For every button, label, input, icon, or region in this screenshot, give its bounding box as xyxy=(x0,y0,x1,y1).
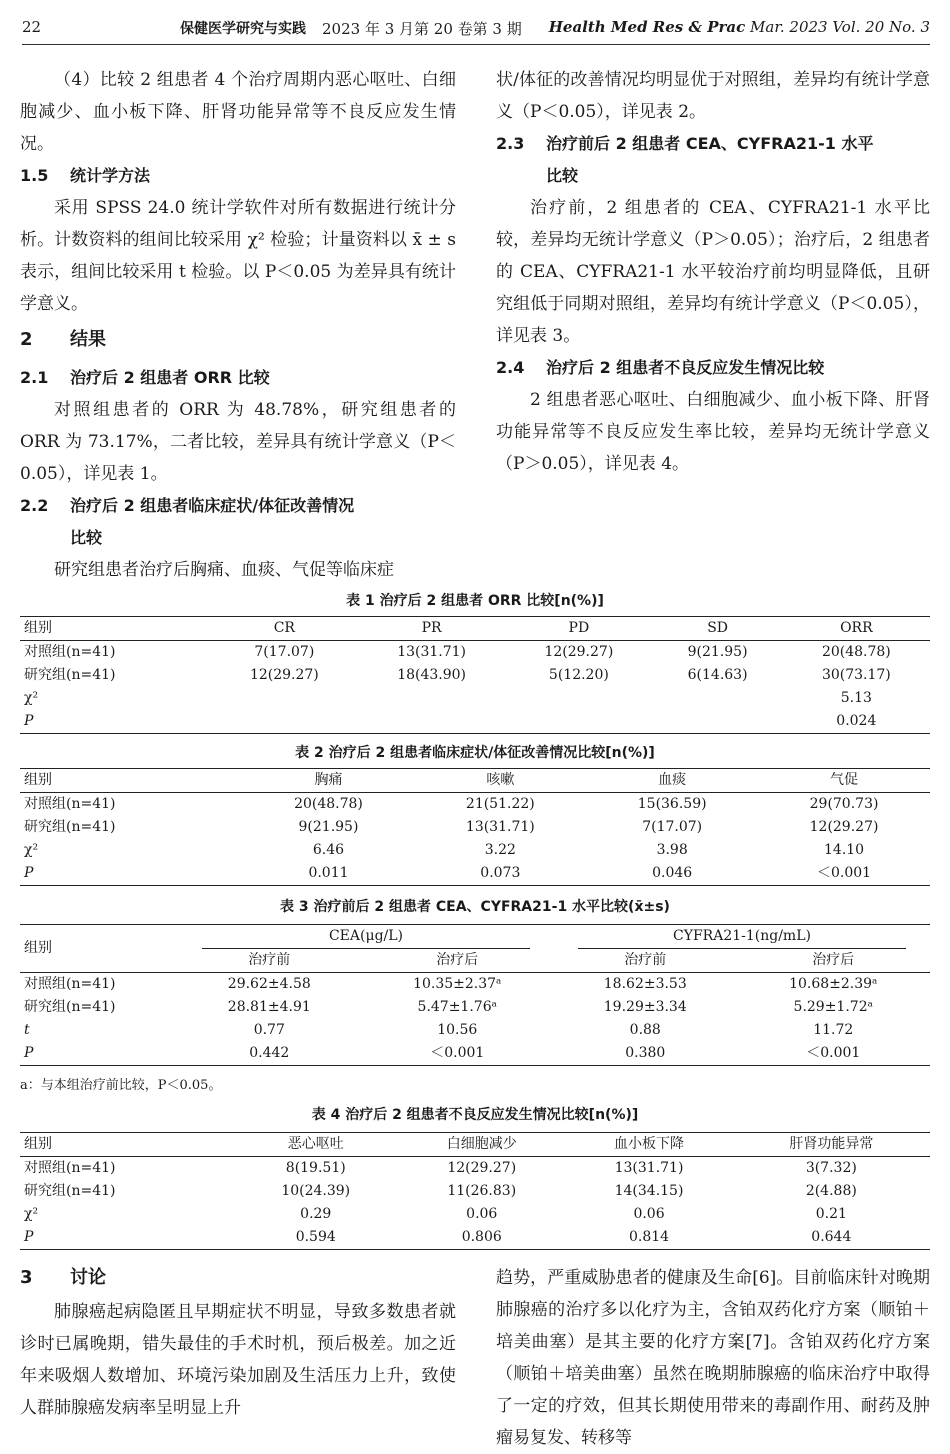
table-cell: 18.62±3.53 xyxy=(603,976,687,992)
table-cell: 15(36.59) xyxy=(637,796,707,812)
table-header-cell: 胸痛 xyxy=(243,769,415,793)
table-row xyxy=(20,793,930,817)
table-header-cell: SD xyxy=(653,617,783,641)
table-cell: 10.35±2.37ᵃ xyxy=(413,976,502,992)
paragraph-discussion-2: 趋势，严重威胁患者的健康及生命[6]。目前临床针对晚期肺腺癌的治疗多以化疗为主，含铂双药化疗方案（顺铂＋培美曲塞）是其主要的化疗方案[7]。含铂双药化疗方案（顺铂＋培美曲塞）虽然在晚期肺腺癌的临床治疗中取得了一定的疗效，但其长期使用带来的毒副作用、耐药及肿瘤易复发、转移等 xyxy=(496,1268,930,1448)
table-row xyxy=(20,1203,930,1226)
table-cell: 11.72 xyxy=(813,1022,854,1038)
table-row xyxy=(20,1226,930,1250)
table-cell: 19.29±3.34 xyxy=(603,999,687,1015)
table-cell: 0.442 xyxy=(178,1042,361,1066)
cea-header: CEA(μg/L) xyxy=(202,925,530,949)
table-cell: χ² xyxy=(24,690,39,706)
table-cell: 6.46 xyxy=(312,842,345,858)
table-cell xyxy=(211,687,358,710)
cyfra-header: CYFRA21-1(ng/mL) xyxy=(578,925,906,949)
table-cell: 28.81±4.91 xyxy=(227,999,311,1015)
table-header-cell: 治疗后 xyxy=(361,949,554,973)
table-cell: χ² xyxy=(24,1206,39,1222)
table-cell: 0.011 xyxy=(243,862,415,886)
table-row xyxy=(20,839,930,862)
table-cell: 9(21.95) xyxy=(687,644,748,660)
table-header-cell: 组别 xyxy=(20,925,178,973)
table-cell: 5.29±1.72ᵃ xyxy=(793,999,874,1015)
table-header-cell: 治疗前 xyxy=(554,949,737,973)
table-cell xyxy=(653,710,783,734)
table-cell: 0.06 xyxy=(466,1206,498,1222)
table-cell: 5.47±1.76ᵃ xyxy=(417,999,498,1015)
table-cell: 5.13 xyxy=(840,690,872,706)
table-cell: 0.806 xyxy=(398,1226,565,1250)
paragraph-orr: 对照组患者的 ORR 为 48.78%，研究组患者的 ORR 为 73.17%，二者比较，差异具有统计学意义（P＜0.05），详见表 1。 xyxy=(20,400,456,484)
table-cell: 3.98 xyxy=(656,842,688,858)
table-cell: 20(48.78) xyxy=(821,644,891,660)
discussion-right xyxy=(496,1262,930,1454)
table-header-cell: PD xyxy=(505,617,652,641)
table-cell: 12(29.27) xyxy=(544,644,614,660)
table-header-cell: 肝肾功能异常 xyxy=(733,1133,930,1157)
table-row xyxy=(20,641,930,665)
table-cell: 20(48.78) xyxy=(294,796,363,812)
table-cell: 7(17.07) xyxy=(642,819,703,835)
table-header-cell: 恶心呕吐 xyxy=(233,1133,398,1157)
table-cell xyxy=(505,710,652,734)
table-header-cell: CR xyxy=(211,617,358,641)
table-row xyxy=(20,1042,930,1066)
table-row xyxy=(20,862,930,886)
table-row xyxy=(20,710,930,734)
table-cell: 0.29 xyxy=(300,1206,332,1222)
table-cell: 0.88 xyxy=(629,1022,661,1038)
section-heading-3: 3 讨论 xyxy=(20,1267,106,1288)
table-header-cell: 咳嗽 xyxy=(414,769,586,793)
table-cell: 0.06 xyxy=(633,1206,665,1222)
table-header-cell: 组别 xyxy=(20,1133,233,1157)
issue-date-cn: 2023 年 3 月第 20 卷第 3 期 xyxy=(322,20,522,38)
table-cell: 研究组(n=41) xyxy=(24,667,116,683)
table-header-cell: 治疗前 xyxy=(178,949,361,973)
table-cell: ＜0.001 xyxy=(758,862,930,886)
table-cell: 0.77 xyxy=(253,1022,285,1038)
table-cell xyxy=(653,687,783,710)
table-cell: 0.594 xyxy=(233,1226,398,1250)
table-row xyxy=(20,1180,930,1203)
table2 xyxy=(20,768,930,886)
table-cell: 0.814 xyxy=(565,1226,732,1250)
section-heading-2-2: 2.2 治疗后 2 组患者临床症状/体征改善情况 比较 xyxy=(20,496,355,547)
table3-footnote: a：与本组治疗前比较，P＜0.05。 xyxy=(20,1078,222,1093)
left-column xyxy=(20,64,456,586)
discussion-left xyxy=(20,1262,456,1424)
table-row xyxy=(20,816,930,839)
table-cell: 对照组(n=41) xyxy=(24,796,116,812)
table-cell: 13(31.71) xyxy=(465,819,535,835)
table-cell: 12(29.27) xyxy=(809,819,879,835)
table-header-cell xyxy=(554,925,930,950)
table-header-cell: 血小板下降 xyxy=(565,1133,732,1157)
table-header-cell: 组别 xyxy=(20,617,211,641)
table-row xyxy=(20,1019,930,1042)
table-cell: 21(51.22) xyxy=(465,796,535,812)
table-header-cell xyxy=(178,925,554,950)
table3-title: 表 3 治疗前后 2 组患者 CEA、CYFRA21-1 水平比较(x̄±s) xyxy=(280,899,670,915)
table-header-cell: PR xyxy=(358,617,505,641)
table-cell: 6(14.63) xyxy=(687,667,748,683)
table-header-cell: 治疗后 xyxy=(737,949,930,973)
table-cell: 29(70.73) xyxy=(809,796,879,812)
paragraph-symptoms: 研究组患者治疗后胸痛、血痰、气促等临床症 xyxy=(54,560,394,580)
table4-title: 表 4 治疗后 2 组患者不良反应发生情况比较[n(%)] xyxy=(311,1107,639,1123)
table-row xyxy=(20,687,930,710)
right-column xyxy=(496,64,930,480)
table-cell: 0.046 xyxy=(586,862,758,886)
table-cell: 3.22 xyxy=(484,842,516,858)
table-cell: 0.21 xyxy=(815,1206,847,1222)
table-cell: ＜0.001 xyxy=(361,1042,554,1066)
table-cell: 对照组(n=41) xyxy=(24,644,116,660)
table-header-cell: 气促 xyxy=(758,769,930,793)
table-cell: 14(34.15) xyxy=(614,1183,684,1199)
table-cell: 8(19.51) xyxy=(285,1160,346,1176)
table-cell: 0.073 xyxy=(414,862,586,886)
table-row xyxy=(20,996,930,1019)
table-header-cell: 血痰 xyxy=(586,769,758,793)
table-cell: 29.62±4.58 xyxy=(227,976,311,992)
table-header-cell: 白细胞减少 xyxy=(398,1133,565,1157)
table-cell: 30(73.17) xyxy=(821,667,891,683)
section-heading-2-4: 2.4 治疗后 2 组患者不良反应发生情况比较 xyxy=(496,358,825,377)
table-cell: 13(31.71) xyxy=(397,644,467,660)
table-cell: ＜0.001 xyxy=(737,1042,930,1066)
journal-name-cn: 保健医学研究与实践 xyxy=(180,21,306,37)
table2-title: 表 2 治疗后 2 组患者临床症状/体征改善情况比较[n(%)] xyxy=(295,745,655,761)
section-heading-2: 2 结果 xyxy=(20,329,106,350)
table4 xyxy=(20,1132,930,1250)
table-cell: 研究组(n=41) xyxy=(24,999,116,1015)
table-cell: 0.644 xyxy=(733,1226,930,1250)
table-header-cell: ORR xyxy=(783,617,930,641)
table-cell: P xyxy=(20,1226,233,1250)
table-cell: 9(21.95) xyxy=(298,819,359,835)
table-cell: 11(26.83) xyxy=(447,1183,517,1199)
table-header-row xyxy=(20,769,930,793)
paragraph-adverse: 2 组患者恶心呕吐、白细胞减少、血小板下降、肝肾功能异常等不良反应发生率比较，差异均无统计学意义（P＞0.05），详见表 4。 xyxy=(496,390,930,474)
table-cell xyxy=(358,687,505,710)
table3 xyxy=(20,924,930,1066)
table-cell: 2(4.88) xyxy=(805,1183,857,1199)
table-cell: t xyxy=(24,1022,30,1038)
table-cell: P xyxy=(20,1042,178,1066)
table-header-row xyxy=(20,617,930,641)
table-cell: 18(43.90) xyxy=(397,667,467,683)
table-cell: 10(24.39) xyxy=(281,1183,351,1199)
table1-title: 表 1 治疗后 2 组患者 ORR 比较[n(%)] xyxy=(346,593,604,609)
table-cell: 10.68±2.39ᵃ xyxy=(789,976,878,992)
table-cell: P xyxy=(20,710,211,734)
paragraph-discussion-1: 肺腺癌起病隐匿且早期症状不明显，导致多数患者就诊时已属晚期，错失最佳的手术时机，预后极差。加之近年来吸烟人数增加、环境污染加剧及生活压力上升，致使人群肺腺癌发病率呈明显上升 xyxy=(20,1302,456,1418)
table-cell: P xyxy=(20,862,243,886)
section-heading-2-3: 2.3 治疗前后 2 组患者 CEA、CYFRA21-1 水平 比较 xyxy=(496,134,874,185)
table-header-row xyxy=(20,1133,930,1157)
journal-name-en: Health Med Res & Prac Mar. 2023 Vol. 20 No. 3 xyxy=(548,18,930,36)
table-cell xyxy=(358,710,505,734)
running-header xyxy=(22,14,930,45)
section-heading-2-1: 2.1 治疗后 2 组患者 ORR 比较 xyxy=(20,368,270,387)
table-header-cell: 组别 xyxy=(20,769,243,793)
table-cell: 7(17.07) xyxy=(254,644,315,660)
table-row xyxy=(20,664,930,687)
page-number: 22 xyxy=(22,18,42,36)
section-heading-1-5: 1.5 统计学方法 xyxy=(20,166,151,185)
table-cell: 对照组(n=41) xyxy=(24,1160,116,1176)
table-cell: 对照组(n=41) xyxy=(24,976,116,992)
table-cell xyxy=(211,710,358,734)
paragraph-cea: 治疗前，2 组患者的 CEA、CYFRA21-1 水平比较，差异均无统计学意义（P＞0.05）；治疗后，2 组患者的 CEA、CYFRA21-1 水平较治疗前均明显降低，且研究组低于同期对照组，差异均有统计学意义（P＜0.05），详见表 3。 xyxy=(496,198,930,346)
table-cell: 研究组(n=41) xyxy=(24,819,116,835)
table-cell: 0.024 xyxy=(783,710,930,734)
table-row xyxy=(20,1157,930,1181)
table-cell xyxy=(505,687,652,710)
table-cell: 14.10 xyxy=(824,842,865,858)
table-cell: χ² xyxy=(24,842,39,858)
paragraph-symptoms-cont: 状/体征的改善情况均明显优于对照组，差异均有统计学意义（P＜0.05），详见表 2。 xyxy=(496,70,930,122)
table-cell: 13(31.71) xyxy=(614,1160,684,1176)
paragraph-statistics: 采用 SPSS 24.0 统计学软件对所有数据进行统计分析。计数资料的组间比较采用 χ² 检验；计量资料以 x̄ ± s 表示，组间比较采用 t 检验。以 P＜0.05 为差异具有统计学意义。 xyxy=(20,198,456,314)
table-header-row xyxy=(20,925,930,950)
table-cell: 3(7.32) xyxy=(805,1160,857,1176)
table-cell: 5(12.20) xyxy=(548,667,609,683)
table-row xyxy=(20,973,930,997)
paragraph-item4: （4）比较 2 组患者 4 个治疗周期内恶心呕吐、白细胞减少、血小板下降、肝肾功能异常等不良反应发生情况。 xyxy=(20,70,456,154)
table-cell: 12(29.27) xyxy=(249,667,319,683)
table-cell: 12(29.27) xyxy=(447,1160,517,1176)
table-cell: 0.380 xyxy=(554,1042,737,1066)
table1 xyxy=(20,616,930,734)
table-cell: 研究组(n=41) xyxy=(24,1183,116,1199)
table-cell: 10.56 xyxy=(437,1022,478,1038)
